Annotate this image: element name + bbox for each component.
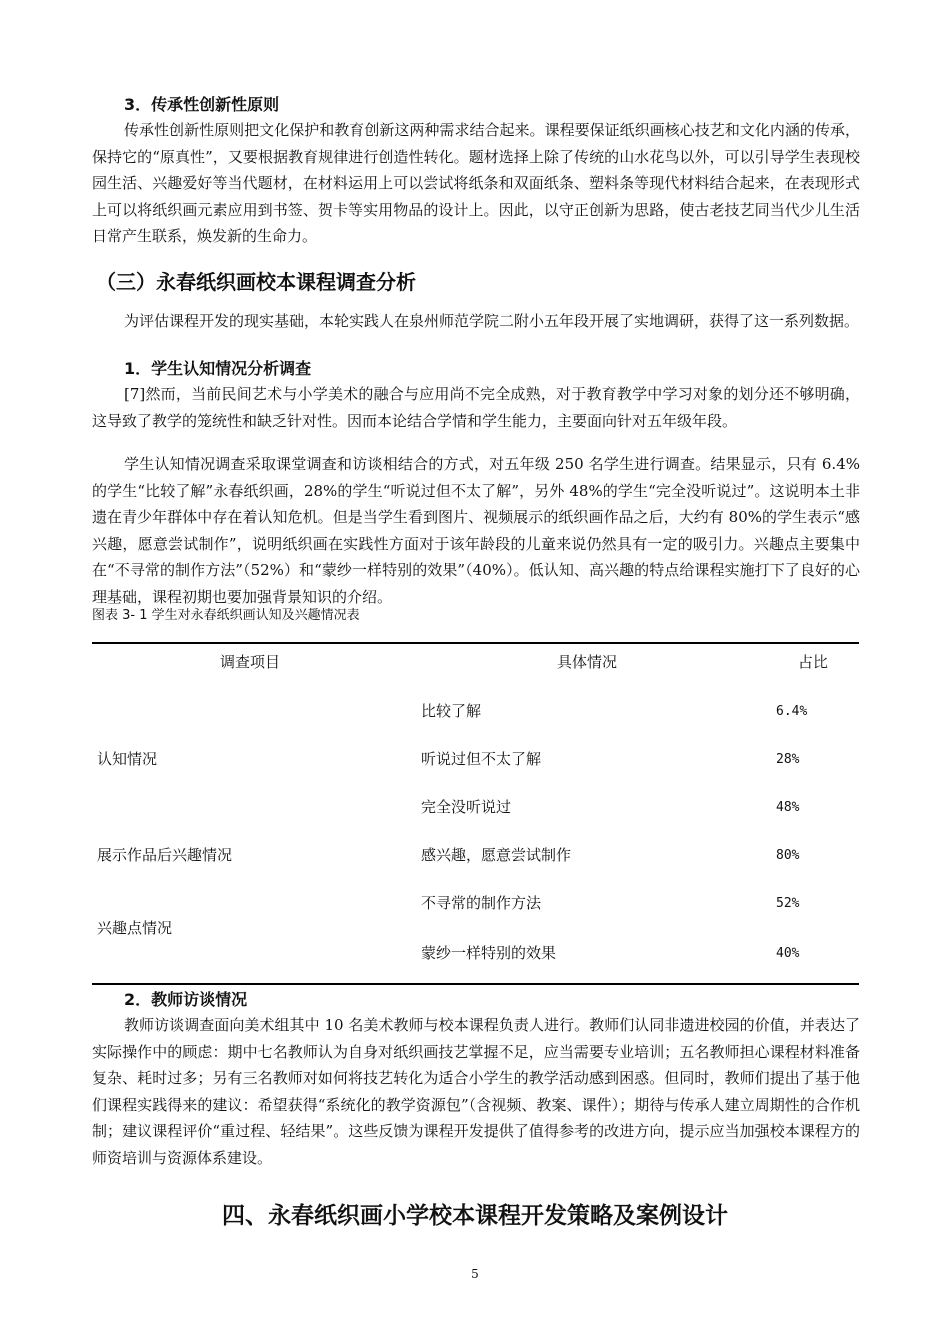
table-row-item: 感兴趣，愿意尝试制作 <box>421 846 572 864</box>
table-bottom-rule <box>92 983 859 985</box>
teacher-interview-paragraph: 教师访谈调查面向美术组其中 10 名美术教师与校本课程负责人进行。教师们认同非遗进校园的价值，并表达了实际操作中的顾虑：期中七名教师认为自身对纸织画技艺掌握不足，应当需要专业培训；五名教师担心课程材料准备复杂、耗时过多；另有三名教师对如何将技艺转化为适合小学生的教学活动感到困惑。但同时，教师们提出了基于他们课程实践得来的建议：希望获得“系统化的教学资源包”（含视频、教案、课件）；期待与传承人建立周期性的合作机制；建议课程评价“重过程、轻结果”。这些反馈为课程开发提供了值得参考的改进方向，提示应当加强校本课程方的师资培训与资源体系建设。 <box>92 1016 860 1167</box>
table-row-percent: 80% <box>776 848 800 863</box>
subheading-student-cognition: 1．学生认知情况分析调查 <box>124 359 312 378</box>
section-heading-inheritance-innovation: 3．传承性创新性原则 <box>124 95 280 114</box>
table-row-percent: 6.4% <box>776 704 808 719</box>
table-row-percent: 52% <box>776 896 800 911</box>
table-row-percent: 48% <box>776 800 800 815</box>
table-group-cognition: 认知情况 <box>97 750 158 768</box>
survey-intro-paragraph: 为评估课程开发的现实基础，本轮实践人在泉州师范学院二附小五年段开展了实地调研，获得了这一系列数据。 <box>124 312 860 330</box>
table-row-item: 完全没听说过 <box>421 798 512 816</box>
table-header-detail: 具体情况 <box>557 653 618 671</box>
table-header-item: 调查项目 <box>220 653 281 671</box>
table-row-item: 听说过但不太了解 <box>421 750 542 768</box>
table-row-item: 不寻常的制作方法 <box>421 894 542 912</box>
cognition-paragraph-1: [7]然而，当前民间艺术与小学美术的融合与应用尚不完全成熟，对于教育教学中学习对象的划分还不够明确，这导致了教学的笼统性和缺乏针对性。因而本论结合学情和学生能力，主要面向针对五年级年段。 <box>92 385 860 430</box>
table-header-percent: 占比 <box>798 653 829 671</box>
table-caption: 图表 3- 1 学生对永春纸织画认知及兴趣情况表 <box>92 608 360 623</box>
table-group-interest-after-display: 展示作品后兴趣情况 <box>97 846 233 864</box>
table-row-percent: 28% <box>776 752 800 767</box>
table-row-item: 蒙纱一样特别的效果 <box>421 944 557 962</box>
chapter-heading-strategies: 四、永春纸织画小学校本课程开发策略及案例设计 <box>222 1203 728 1229</box>
table-group-interest-points: 兴趣点情况 <box>97 919 173 937</box>
page-number: 5 <box>471 1267 479 1281</box>
table-top-rule <box>92 642 859 644</box>
table-row-item: 比较了解 <box>421 702 482 720</box>
cognition-paragraph-2: 学生认知情况调查采取课堂调查和访谈相结合的方式，对五年级 250 名学生进行调查。结果显示，只有 6.4%的学生“比较了解”永春纸织画，28%的学生“听说过但不太了解”，另外 48%的学生“完全没听说过”。这说明本土非遗在青少年群体中存在着认知危机。但是当学生看到图片、视频展示的纸织画作品之后，大约有 80%的学生表示“感兴趣，愿意尝试制作”，说明纸织画在实践性方面对于该年龄段的儿童来说仍然具有一定的吸引力。兴趣点主要集中在“不寻常的制作方法”（52%）和“蒙纱一样特别的效果”（40%）。低认知、高兴趣的特点给课程实施打下了良好的心理基础，课程初期也要加强背景知识的介绍。 <box>92 455 860 606</box>
part-heading-survey-analysis: （三）永春纸织画校本课程调查分析 <box>96 270 416 294</box>
table-row-percent: 40% <box>776 946 800 961</box>
subheading-teacher-interview: 2．教师访谈情况 <box>124 990 248 1009</box>
section-body-inheritance-innovation: 传承性创新性原则把文化保护和教育创新这两种需求结合起来。课程要保证纸织画核心技艺和文化内涵的传承，保持它的“原真性”，又要根据教育规律进行创造性转化。题材选择上除了传统的山水花鸟以外，可以引导学生表现校园生活、兴趣爱好等当代题材，在材料运用上可以尝试将纸条和双面纸条、塑料条等现代材料结合起来，在表现形式上可以将纸织画元素应用到书签、贺卡等实用物品的设计上。因此，以守正创新为思路，使古老技艺同当代少儿生活日常产生联系，焕发新的生命力。 <box>92 121 860 245</box>
